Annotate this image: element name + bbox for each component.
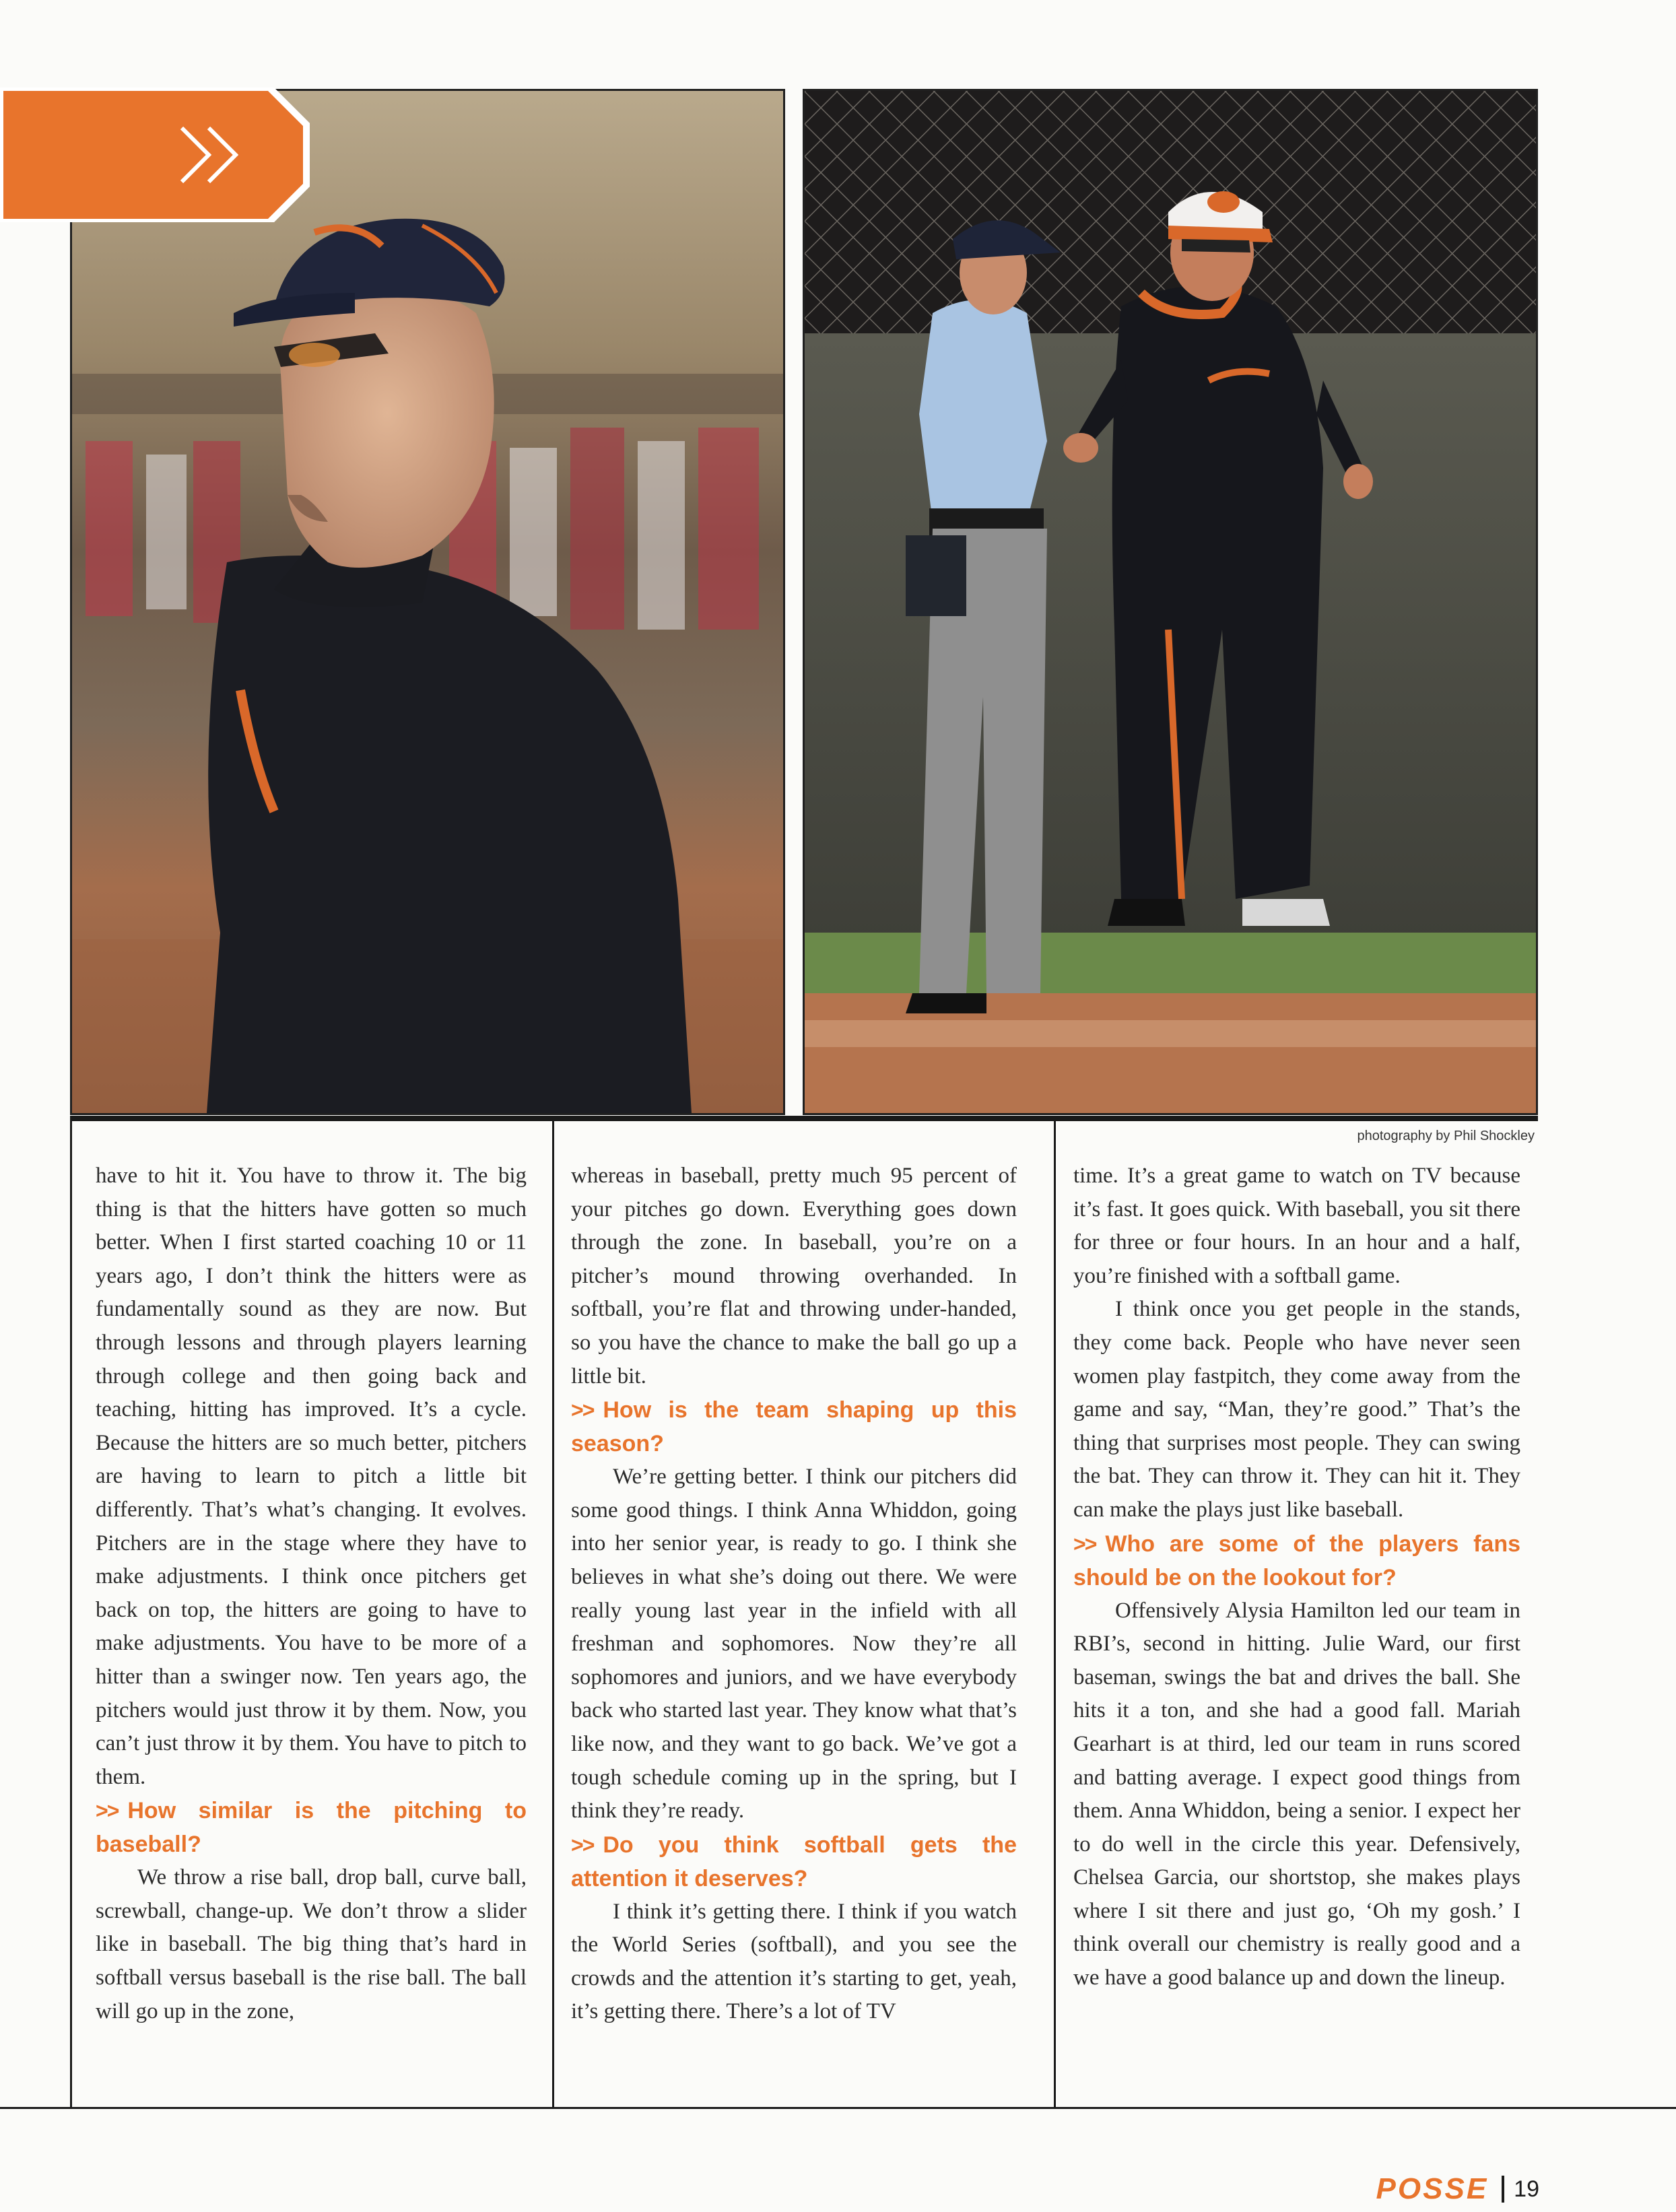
article-column-1: [96, 1160, 527, 2028]
question-marker-icon: >>: [571, 1398, 594, 1423]
answer-paragraph: have to hit it. You have to throw it. The big thing is that the hitters have gotten so much better. When I first started coaching 10 or 11 years ago, I don’t think the hitters were as fundamentally sound as they are now. But through lessons and through players learning through college and then going back and teaching, hitting has improved. It’s a cycle. Because the hitters are so much better, pitchers are having to learn to pitch a little bit differently. That’s what’s changing. It evolves. Pitchers are in the stage where they have to make adjustments. I think once pitchers get back on top, the hitters are going to have to make adjustments. You have to be more of a hitter than a swinger now. Ten years ago, the pitchers would just throw it by them. Now, you can’t just throw it by them. You have to pitch to them.: [96, 1164, 527, 1789]
question-marker-icon: >>: [96, 1799, 119, 1823]
column-divider: [1054, 1118, 1056, 2109]
answer-paragraph: We’re getting better. I think our pitchers did some good things. I think Anna Whiddon, going into her senior year, is ready to go. I think she believes in what she’s doing out there. We were really young last year in the infield with all freshman and sophomores. Now they’re all sophomores and juniors, and we have everybody back who started last year. They know what that’s like now, and they want to go back. We’ve got a tough schedule coming up in the spring, but I think they’re ready.: [571, 1465, 1017, 1823]
answer-paragraph: I think once you get people in the stands, they come back. People who have never seen women play fastpitch, they come away from the game and say, “Man, they’re good.” That’s the thing that surprises most people. They can swing the bat. They can throw it. They can hit it. They can make the plays just like baseball.: [1073, 1297, 1520, 1522]
answer-paragraph: Offensively Alysia Hamilton led our team in RBI’s, second in hitting. Julie Ward, our first baseman, swings the bat and drives the ball. She hits it a ton, and she had a good fall. Mariah Gearhart is at third, led our team in runs scored and batting average. I expect good things from them. Anna Whiddon, being a senior. I expect her to do well in the circle this year. Defensively, Chelsea Garcia, our shortstop, she makes plays where I sit there and just go, ‘Oh my gosh.’ I think overall our chemistry is really good and a we have a good balance up and down the lineup.: [1073, 1598, 1520, 1990]
question-text: Do you think softball gets the attention it deserves?: [571, 1832, 1017, 1891]
article-column-3: [1073, 1160, 1520, 1995]
column-bottom-rule: [0, 2107, 1676, 2109]
question-text: How similar is the pitching to baseball?: [96, 1798, 527, 1858]
interview-question: [571, 1393, 1017, 1461]
column-divider: [552, 1118, 554, 2109]
column-divider: [70, 1118, 72, 2109]
interview-question: [1073, 1527, 1520, 1595]
answer-paragraph: whereas in baseball, pretty much 95 percent of your pitches go down. Everything goes down through the zone. In baseball, you’re on a pitcher’s mound throwing overhanded. In softball, you’re flat and throwing under-handed, so you have the chance to make the ball go up a little bit.: [571, 1164, 1017, 1388]
section-tab: [0, 88, 310, 222]
answer-paragraph: I think it’s getting there. I think if you watch the World Series (softball), and you see the crowds and the attention it’s starting to get, yeah, it’s getting there. There’s a lot of TV: [571, 1899, 1017, 2024]
question-marker-icon: >>: [571, 1832, 594, 1857]
column-top-rule: [70, 1116, 1538, 1121]
footer-divider: [1502, 2176, 1504, 2203]
coach-umpire-photo: [803, 89, 1538, 1115]
interview-question: [571, 1828, 1017, 1896]
answer-paragraph: We throw a rise ball, drop ball, curve ball, screwball, change-up. We don’t throw a slider like in baseball. The big thing that’s hard in softball versus baseball is the rise ball. The ball will go up in the zone,: [96, 1865, 527, 2023]
question-text: Who are some of the players fans should be on the lookout for?: [1073, 1531, 1520, 1590]
interview-question: [96, 1794, 527, 1861]
magazine-brand: POSSE: [1376, 2172, 1489, 2205]
page-footer: [1376, 2172, 1539, 2206]
page-number: 19: [1514, 2176, 1539, 2202]
answer-paragraph: time. It’s a great game to watch on TV because it’s fast. It goes quick. With baseball, you sit there for three or four hours. In an hour and a half, you’re finished with a softball game.: [1073, 1164, 1520, 1288]
question-text: How is the team shaping up this season?: [571, 1397, 1017, 1457]
question-marker-icon: >>: [1073, 1531, 1096, 1556]
coach-profile-photo: [70, 89, 785, 1115]
article-column-2: [571, 1160, 1017, 2029]
photo-credit: photography by Phil Shockley: [1357, 1129, 1535, 1143]
